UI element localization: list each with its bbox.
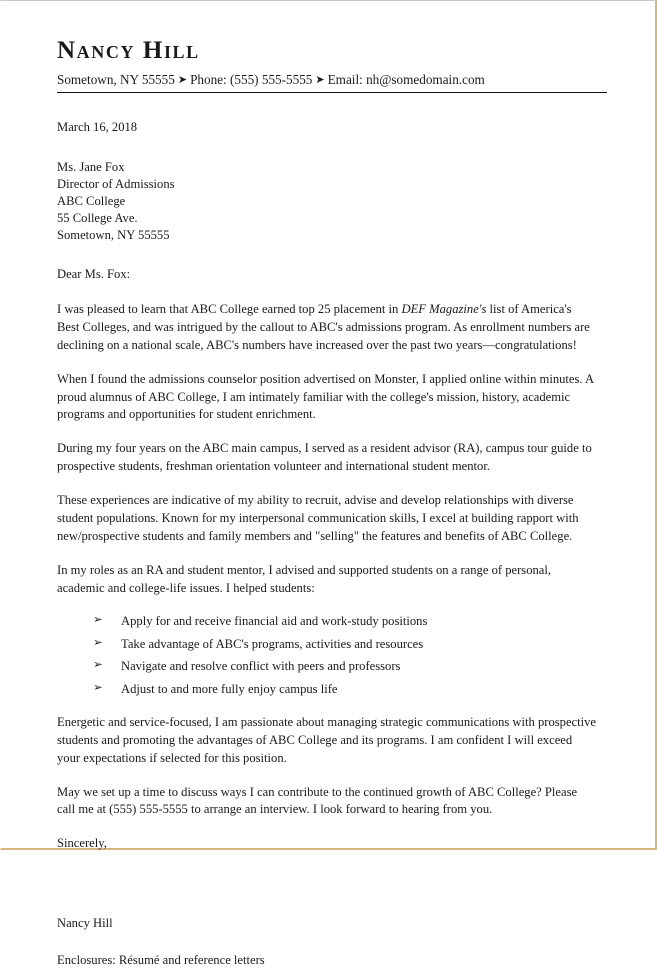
contact-phone: Phone: (555) 555-5555 [190,71,313,87]
arrow-separator-icon: ➤ [177,73,188,86]
salutation: Dear Ms. Fox: [57,267,131,282]
recipient-address-block [57,159,607,244]
list-item-label: Adjust to and more fully enjoy campus life [121,681,338,696]
recipient-street: 55 College Ave. [57,211,138,226]
enclosures-note: Enclosures: Résumé and reference letters [57,953,265,967]
contact-email: Email: nh@somedomain.com [327,71,485,87]
arrow-bullet-icon: ➢ [93,681,103,694]
contact-location: Sometown, NY 55555 [57,71,175,87]
signature-space [57,869,607,915]
letterhead [57,37,607,93]
list-item-label: Apply for and receive financial aid and work-study positions [121,614,428,629]
letter-date: March 16, 2018 [57,120,138,135]
arrow-bullet-icon: ➢ [93,659,103,672]
body-paragraph-5: In my roles as an RA and student mentor, I advised and supported students on a range of personal, academic and college-life issues. I helped students: [57,562,552,595]
recipient-title: Director of Admissions [57,177,175,192]
arrow-separator-icon: ➤ [315,73,325,86]
accomplishments-list [57,613,607,698]
body-paragraph-2: When I found the admissions counselor position advertised on Monster, I applied online within minutes. A proud alumnus of ABC College, I am intimately familiar with the college's mission, history, academic programs and opportunities for student enrichment. [57,371,594,422]
arrow-bullet-icon: ➢ [93,636,103,649]
body-paragraph-6: Energetic and service-focused, I am passionate about managing strategic communications with prospective students and promoting the advantages of ABC College and its programs. I am confident I will exceed your expectations if selected for this position. [57,714,597,765]
contact-line [57,72,607,89]
recipient-organization: ABC College [57,194,126,209]
recipient-city-state-zip: Sometown, NY 55555 [57,228,170,243]
list-item-label: Take advantage of ABC's programs, activities and resources [121,636,424,651]
recipient-name: Ms. Jane Fox [57,160,125,175]
closing-salutation: Sincerely, [57,836,107,851]
paragraph-1-lead: I was pleased to learn that ABC College earned top 25 placement in [57,302,402,316]
list-item [93,613,607,630]
letter-sheet [1,1,655,970]
paragraph-1-tail: list of America's Best Colleges, and was intrigued by the callout to ABC's admissions program. As enrollment numbers are declining on a national scale, ABC's numbers have increased over the past two years—congratulations! [57,302,590,352]
body-paragraph-7: May we set up a time to discuss ways I can contribute to the continued growth of ABC College? Please call me at (555) 555-5555 to arrange an interview. I look forward to hearing from you. [57,784,578,817]
signer-name: Nancy Hill [57,916,113,931]
body-paragraph-3: During my four years on the ABC main campus, I served as a resident advisor (RA), campus tour guide to prospective students, freshman orientation volunteer and international student mentor. [57,441,592,474]
body-paragraph-1 [57,301,597,355]
arrow-bullet-icon: ➢ [93,614,103,627]
body-paragraph-4: These experiences are indicative of my ability to recruit, advise and develop relationships with diverse student populations. Known for my interpersonal communication skills, I excel at building rapport with new/prospective students and family members and "selling" the features and benefits of ABC College. [57,493,579,543]
list-item [93,681,607,698]
letter-body [57,93,607,970]
list-item [93,636,607,653]
page-title: Nancy Hill [57,37,200,64]
list-item-label: Navigate and resolve conflict with peers and professors [121,659,401,674]
magazine-title-italic: DEF Magazine's [401,302,487,316]
list-item [93,658,607,675]
